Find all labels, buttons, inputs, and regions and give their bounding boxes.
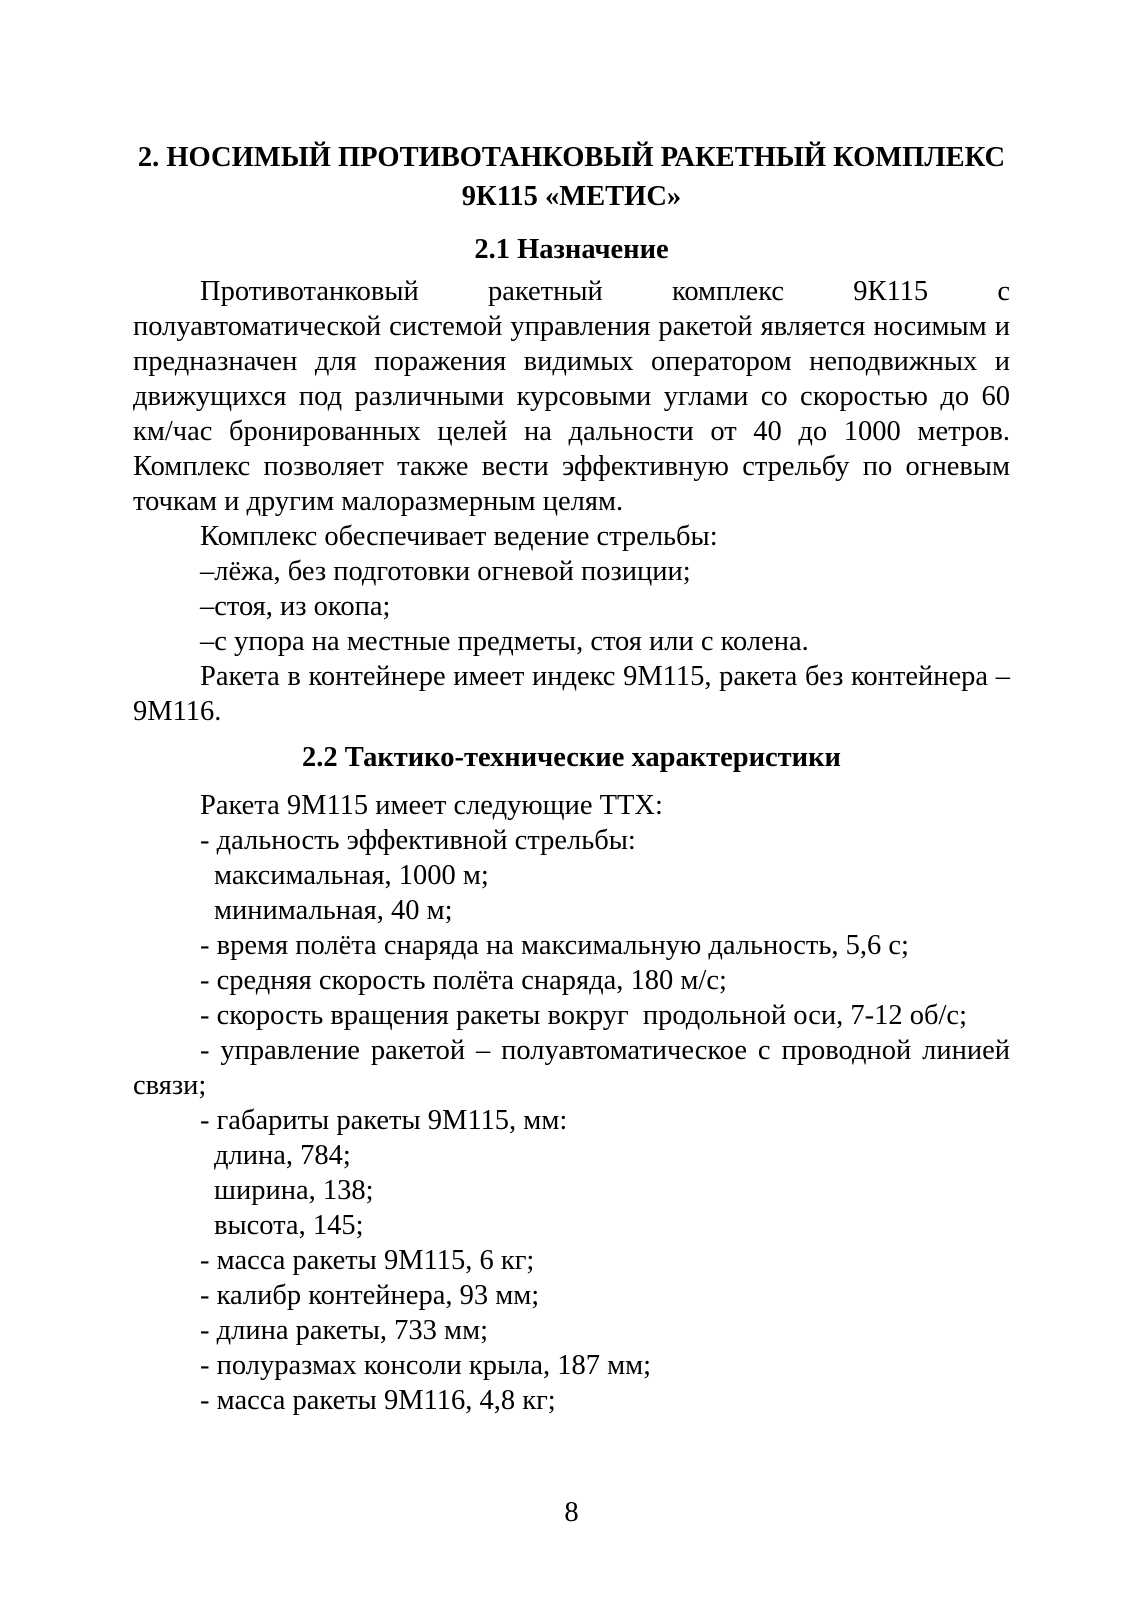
paragraph-ttx-intro: Ракета 9М115 имеет следующие ТТХ: xyxy=(200,790,663,821)
firing-position-item: –лёжа, без подготовки огневой позиции; xyxy=(200,556,691,587)
paragraph-purpose: Противотанковый ракетный комплекс 9К115 с полуавтоматической системой управления ракетой является носимым и предназначен для поражения видимых оператором неподвижных и движущихся под различными курсовыми углами со скоростью до 60 км/час бронированных целей на дальности от 40 до 1000 метров. Комплекс позволяет также вести эффективную стрельбу по огневым точкам и другим малоразмерным целям. xyxy=(133,276,1018,517)
spec-sub-item: ширина, 138; xyxy=(214,1175,374,1206)
spec-sub-item: минимальная, 40 м; xyxy=(214,895,453,926)
spec-sub-item: максимальная, 1000 м; xyxy=(214,860,489,891)
spec-item: - масса ракеты 9М116, 4,8 кг; xyxy=(200,1385,556,1416)
spec-item: - габариты ракеты 9М115, мм: xyxy=(200,1105,568,1136)
spec-sub-item: длина, 784; xyxy=(214,1140,351,1171)
spec-item: - полуразмах консоли крыла, 187 мм; xyxy=(200,1350,652,1381)
spec-item: - калибр контейнера, 93 мм; xyxy=(200,1280,540,1311)
spec-item: - масса ракеты 9М115, 6 кг; xyxy=(200,1245,535,1276)
spec-item: - скорость вращения ракеты вокруг продольной оси, 7-12 об/с; xyxy=(200,1000,967,1031)
page-number: 8 xyxy=(564,1497,579,1528)
firing-position-item: –стоя, из окопа; xyxy=(200,591,391,622)
document-title-line-1: 2. НОСИМЫЙ ПРОТИВОТАНКОВЫЙ РАКЕТНЫЙ КОМПЛЕКС xyxy=(137,142,1006,173)
spec-item: - управление ракетой – полуавтоматическое с проводной линией связи; xyxy=(133,1035,1018,1101)
document-title xyxy=(133,138,1010,216)
spec-item: - длина ракеты, 733 мм; xyxy=(200,1315,489,1346)
section-heading-2-2: 2.2 Тактико-технические характеристики xyxy=(302,742,841,773)
section-heading-2-1: 2.1 Назначение xyxy=(474,234,669,265)
document-title-line-2: 9К115 «МЕТИС» xyxy=(461,181,682,212)
firing-position-item: –с упора на местные предметы, стоя или с колена. xyxy=(200,626,809,657)
paragraph-missile-index: Ракета в контейнере имеет индекс 9М115, ракета без контейнера – 9М116. xyxy=(133,661,1018,727)
spec-item: - время полёта снаряда на максимальную дальность, 5,6 с; xyxy=(200,930,909,961)
spec-item: - дальность эффективной стрельбы: xyxy=(200,825,636,856)
spec-sub-item: высота, 145; xyxy=(214,1210,364,1241)
spec-item: - средняя скорость полёта снаряда, 180 м/с; xyxy=(200,965,727,996)
paragraph-firing-intro: Комплекс обеспечивает ведение стрельбы: xyxy=(200,521,718,552)
